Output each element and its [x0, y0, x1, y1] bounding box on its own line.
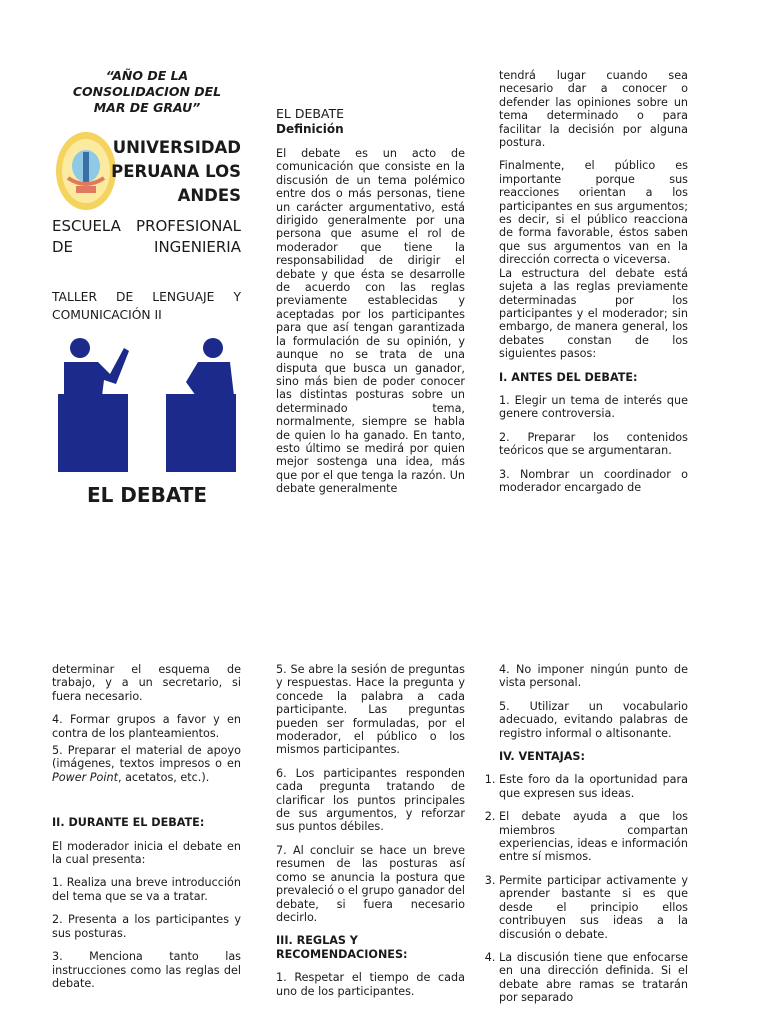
definition-subheading: Definición — [276, 122, 344, 136]
list-item: 1. Elegir un tema de interés que genere controversia. — [499, 393, 688, 421]
paragraph: Finalmente, el público es importante porque sus reacciones orientan a los participantes en sus argumentos; es decir, si el público reacciona de forma favorable, éstos saben que sus argumentos van en la dirección correcta o viceversa. — [499, 159, 688, 267]
list-item: 7. Al concluir se hace un breve resumen de las posturas así como se anuncia la postura que prevaleció o el grupo ganador del debate, si fuera necesario decirlo. — [276, 843, 465, 924]
paragraph: La estructura del debate está sujeta a las reglas previamente determinadas por los participantes y el moderador; sin embargo, de manera general, los debates constan de los siguientes pasos: — [499, 266, 688, 361]
advantages-column — [499, 663, 688, 1015]
workshop-name: TALLER DE LENGUAJE Y COMUNICACIÓN II — [52, 290, 241, 322]
structure-column — [499, 69, 688, 494]
paragraph: determinar el esquema de trabajo, y a un secretario, si fuera necesario. — [52, 663, 241, 703]
list-item: 4. La discusión tiene que enfocarse en una dirección definida. Si el debate abre ramas se tratarán por separado — [499, 951, 688, 1005]
list-item: 2. Preparar los contenidos teóricos que se argumentaran. — [499, 430, 688, 458]
list-item: 4. No imponer ningún punto de vista personal. — [499, 663, 688, 690]
session-column — [276, 663, 465, 998]
list-item: 2. Presenta a los participantes y sus posturas. — [52, 913, 241, 940]
paragraph: El moderador inicia el debate en la cual presenta: — [52, 839, 241, 867]
section-heading: II. DURANTE EL DEBATE: — [52, 816, 205, 830]
list-item: 3. Permite participar activamente y aprender bastante si es que desde el principio ellos contribuyen sus ideas a la discusión o debate. — [499, 874, 688, 941]
paragraph: tendrá lugar cuando sea necesario dar a conocer o defender las opiniones sobre un tema determinado o para facilitar la decisión por alguna postura. — [499, 69, 688, 150]
definition-column — [276, 106, 465, 496]
advantages-list — [481, 773, 688, 1004]
school-name: ESCUELA PROFESIONAL DE INGENIERIA — [52, 217, 241, 256]
two-speakers-debate-icon — [58, 334, 238, 472]
list-item: 1. Respetar el tiempo de cada uno de los participantes. — [276, 971, 465, 998]
list-item: 2. El debate ayuda a que los miembros compartan experiencias, ideas e información entre sí mismos. — [499, 810, 688, 864]
list-item: 3. Nombrar un coordinador o moderador encargado de — [499, 467, 688, 494]
motto: “AÑO DE LA CONSOLIDACION DEL MAR DE GRAU” — [72, 68, 222, 115]
list-item: 1. Realiza una breve introducción del tema que se va a tratar. — [52, 876, 241, 903]
section-heading: III. REGLAS Y RECOMENDACIONES: — [276, 934, 408, 961]
list-item: 1. Este foro da la oportunidad para que expresen sus ideas. — [499, 773, 688, 800]
steps-column — [52, 663, 241, 990]
list-item: 5. Utilizar un vocabulario adecuado, evitando palabras de registro informal o altisonante. — [499, 699, 688, 740]
cover-title: EL DEBATE — [86, 483, 208, 507]
cover-column — [52, 68, 242, 116]
definition-paragraph: El debate es un acto de comunicación que consiste en la discusión de un tema polémico entre dos o más personas, tiene un carácter argumentativo, está dirigido generalmente por una persona que asume el rol de moderador que tiene la responsabilidad de dirigir el debate y que ésta se desarrolle de acuerdo con las reglas previamente establecidas y aceptadas por los participantes para que así tengan garantizada la formulación de su opinión, y aunque no se trata de una disputa que busca un ganador, sino más bien de poder conocer las distintas posturas sobre un determinado tema, normalmente, siempre se habla de quien lo ha ganado. En tanto, esto último se medirá por quien mejor sostenga una idea, más que por el que tenga la razón. Un debate generalmente — [276, 147, 465, 496]
list-item: 3. Menciona tanto las instrucciones como las reglas del debate. — [52, 950, 241, 990]
section-heading: EL DEBATE — [276, 106, 345, 121]
section-heading: I. ANTES DEL DEBATE: — [499, 370, 638, 384]
university-name: UNIVERSIDAD PERUANA LOS ANDES — [111, 138, 241, 205]
list-item: 5. Preparar el material de apoyo (imágenes, textos impresos o en Power Point, acetatos, etc.). — [52, 744, 241, 784]
list-item: 6. Los participantes responden cada pregunta tratando de clarificar los puntos principales de sus argumentos, y reforzar sus puntos débiles. — [276, 766, 465, 834]
list-item: 4. Formar grupos a favor y en contra de los planteamientos. — [52, 713, 241, 740]
list-item: 5. Se abre la sesión de preguntas y respuestas. Hace la pregunta y concede la palabra a cada participante. Las preguntas pueden ser formuladas, por el moderador, el público o los mismos participantes. — [276, 663, 465, 757]
section-heading: IV. VENTAJAS: — [499, 750, 585, 764]
